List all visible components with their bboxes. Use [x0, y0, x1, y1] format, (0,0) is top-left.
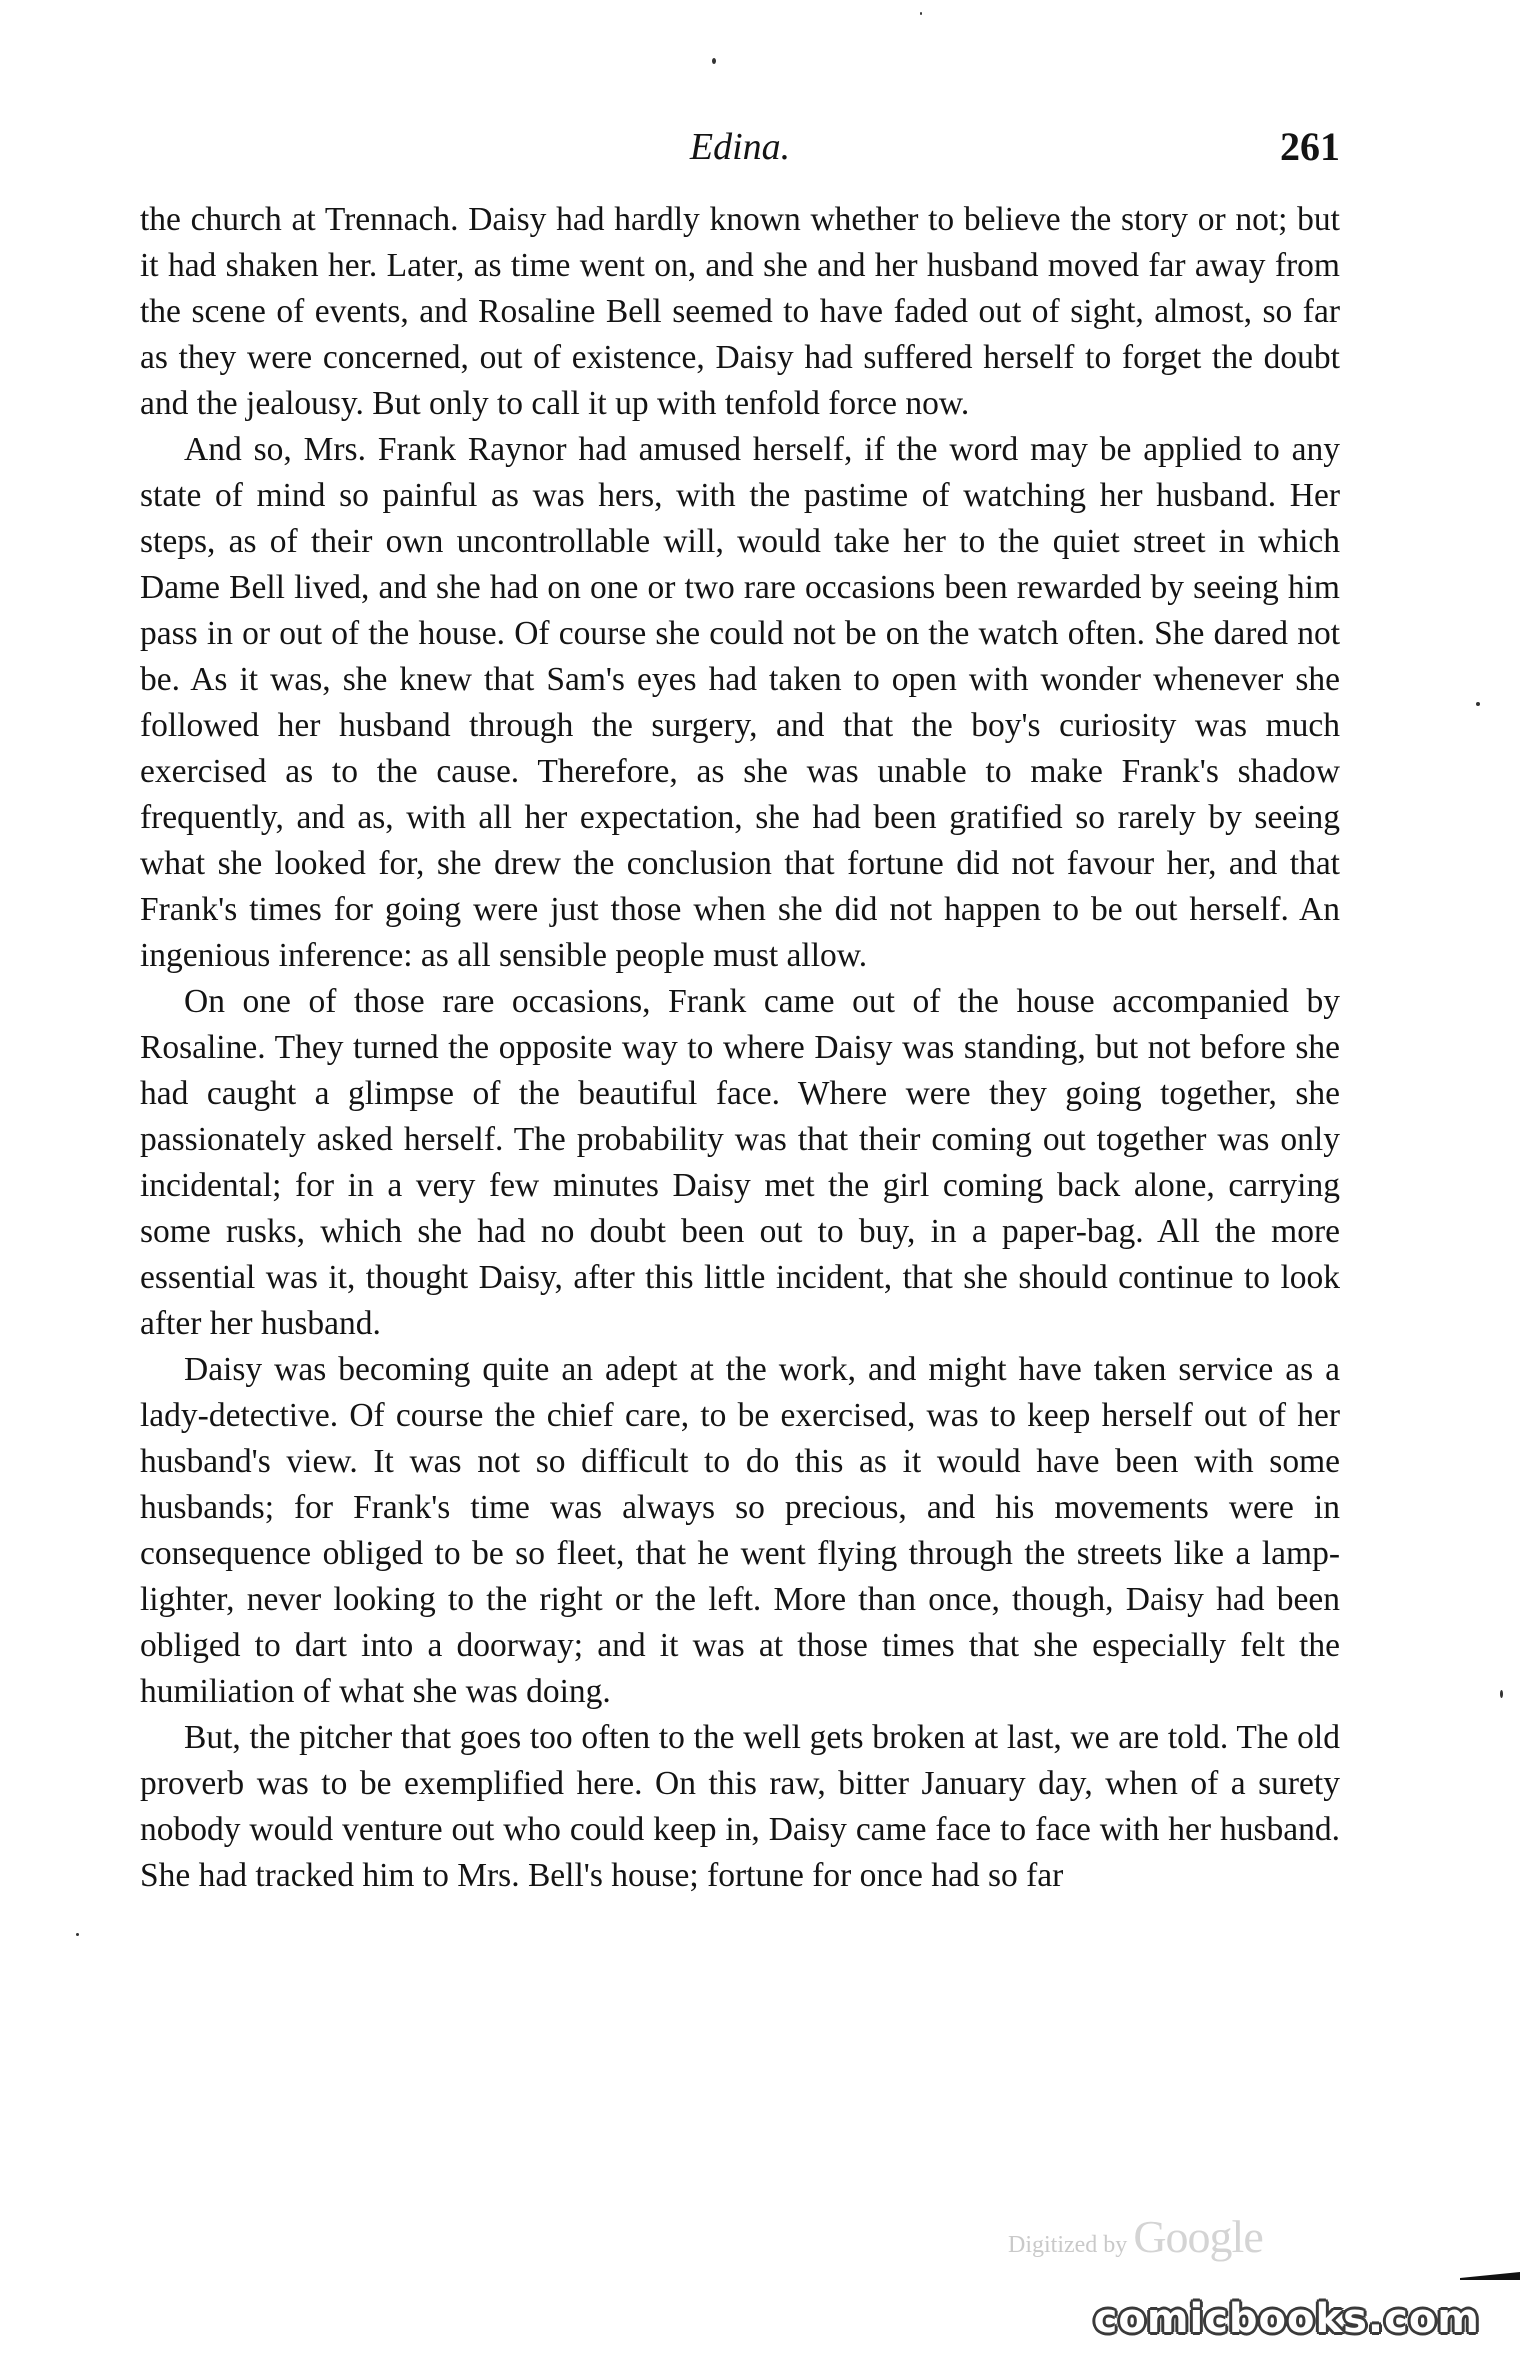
page-speck: [920, 12, 922, 15]
paragraph: Daisy was becoming quite an adept at the work, and might have taken service as a lady-detective. Of course the chief care, to be exercised, was to keep herself out of her husband's view. It was not so difficult to do this as it would have been with some husbands; for Frank's time was always so precious, and his movements were in consequence obliged to be so fleet, that he went flying through the streets like a lamp-lighter, never looking to the right or the left. More than once, though, Daisy had been obliged to dart into a doorway; and it was at those times that she especially felt the humiliation of what she was doing.: [140, 1351, 1340, 1710]
page-number: 261: [1280, 124, 1340, 169]
paragraph: But, the pitcher that goes too often to the well gets broken at last, we are told. The old proverb was to be exemplified here. On this raw, bitter January day, when of a surety nobody would venture out who could keep in, Daisy came face to face with her husband. She had tracked him to Mrs. Bell's house; fortune for once had so far: [140, 1719, 1340, 1894]
paragraph: On one of those rare occasions, Frank came out of the house accompanied by Rosaline. They turned the opposite way to where Daisy was standing, but not before she had caught a glimpse of the beautiful face. Where were they going together, she passionately asked herself. The probability was that their coming out together was only incidental; for in a very few minutes Daisy met the girl coming back alone, carrying some rusks, which she had no doubt been out to buy, in a paper-bag. All the more essential was it, thought Daisy, after this little incident, that she should continue to look after her husband.: [140, 983, 1340, 1342]
page-speck: [76, 1933, 79, 1936]
paragraph: the church at Trennach. Daisy had hardly known whether to believe the story or not; but it had shaken her. Later, as time went on, and she and her husband moved far away from the scene of events, and Rosaline Bell seemed to have faded out of sight, almost, so far as they were concerned, out of existence, Daisy had suffered herself to forget the doubt and the jealousy. But only to call it up with tenfold force now.: [140, 201, 1340, 422]
digitizer-watermark: [1008, 2210, 1263, 2263]
running-title: Edina.: [689, 126, 791, 168]
paragraph: And so, Mrs. Frank Raynor had amused herself, if the word may be applied to any state of mind so painful as was hers, with the pastime of watching her husband. Her steps, as of their own uncontrollable will, would take her to the quiet street in which Dame Bell lived, and she had on one or two rare occasions been rewarded by seeing him pass in or out of the house. Of course she could not be on the watch often. She dared not be. As it was, she knew that Sam's eyes had taken to open with wonder whenever she followed her husband through the surgery, and that the boy's curiosity was much exercised as to the cause. Therefore, as she was unable to make Frank's shadow frequently, and as, with all her expectation, she had been gratified so rarely by seeing what she looked for, she drew the conclusion that fortune did not favour her, and that Frank's times for going were just those when she did not happen to be out herself. An ingenious inference: as all sensible people must allow.: [140, 431, 1340, 974]
page-edge-mark: [1460, 2270, 1520, 2280]
digitizer-text: Digitized by: [1008, 2232, 1128, 2258]
site-watermark: comicbooks.com: [1093, 2296, 1480, 2342]
page-speck: [712, 58, 716, 64]
page-speck: [1500, 1690, 1503, 1698]
google-logo: Google: [1133, 2211, 1263, 2262]
page-speck: [1476, 702, 1480, 706]
body-text: [140, 197, 1340, 1899]
running-header: [140, 122, 1340, 182]
